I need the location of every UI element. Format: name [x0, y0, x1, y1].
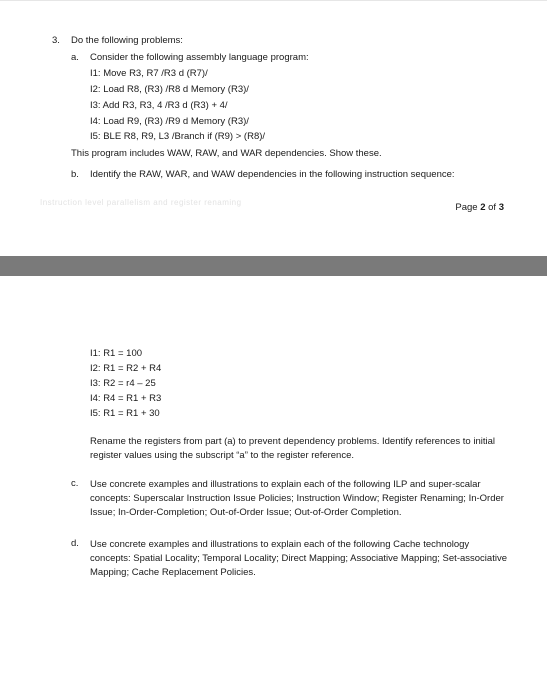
part-b-text: Identify the RAW, WAR, and WAW dependencies in the following instruction sequence:	[90, 169, 455, 180]
part-a-task: This program includes WAW, RAW, and WAR dependencies. Show these.	[71, 148, 382, 159]
sequence-line: I3: R2 = r4 – 25	[90, 378, 156, 389]
program-line: I3: Add R3, R3, 4 /R3 d (R3) + 4/	[90, 100, 228, 111]
program-line: I2: Load R8, (R3) /R8 d Memory (R3)/	[90, 84, 249, 95]
part-c-text: Use concrete examples and illustrations to explain each of the following ILP and super-scalar concepts: Superscalar Instruction Issue Policies; Instruction Window; Register Renaming; In-Order Issue; In-Order-Completion; Out-of-Order Issue; Out-of-Order Completion.	[90, 479, 504, 518]
page-prefix: Page	[455, 202, 481, 213]
part-c-label: c.	[71, 478, 79, 489]
sequence-line: I2: R1 = R2 + R4	[90, 363, 162, 374]
question-number: 3.	[52, 35, 60, 46]
document-page-2	[0, 0, 547, 257]
program-line: I5: BLE R8, R9, L3 /Branch if (R9) > (R8)/	[90, 131, 266, 142]
question-title: Do the following problems:	[71, 35, 183, 46]
part-a-intro: Consider the following assembly language program:	[90, 52, 309, 63]
faded-footer-text: Instruction level parallelism and register renaming	[40, 198, 242, 207]
page-of: of	[485, 202, 499, 213]
page-number	[455, 202, 504, 213]
sequence-line: I4: R4 = R1 + R3	[90, 393, 162, 404]
page-current: 2	[480, 202, 486, 213]
document-page-3	[0, 276, 547, 700]
part-d-label: d.	[71, 538, 79, 549]
program-line: I1: Move R3, R7 /R3 d (R7)/	[90, 68, 208, 79]
page-separator	[0, 256, 547, 276]
sequence-line: I5: R1 = R1 + 30	[90, 408, 160, 419]
sequence-line: I1: R1 = 100	[90, 348, 143, 359]
part-d-text: Use concrete examples and illustrations to explain each of the following Cache technology concepts: Spatial Locality; Temporal Locality; Direct Mapping; Associative Mapping; Set-associative Mapping; Cache Replacement Policies.	[90, 539, 507, 578]
rename-instruction: Rename the registers from part (a) to prevent dependency problems. Identify references to initial register values using the subscript “a” to the register reference.	[90, 436, 496, 461]
part-b-label: b.	[71, 169, 79, 180]
program-line: I4: Load R9, (R3) /R9 d Memory (R3)/	[90, 116, 249, 127]
page-total: 3	[498, 202, 504, 213]
part-a-label: a.	[71, 52, 79, 63]
